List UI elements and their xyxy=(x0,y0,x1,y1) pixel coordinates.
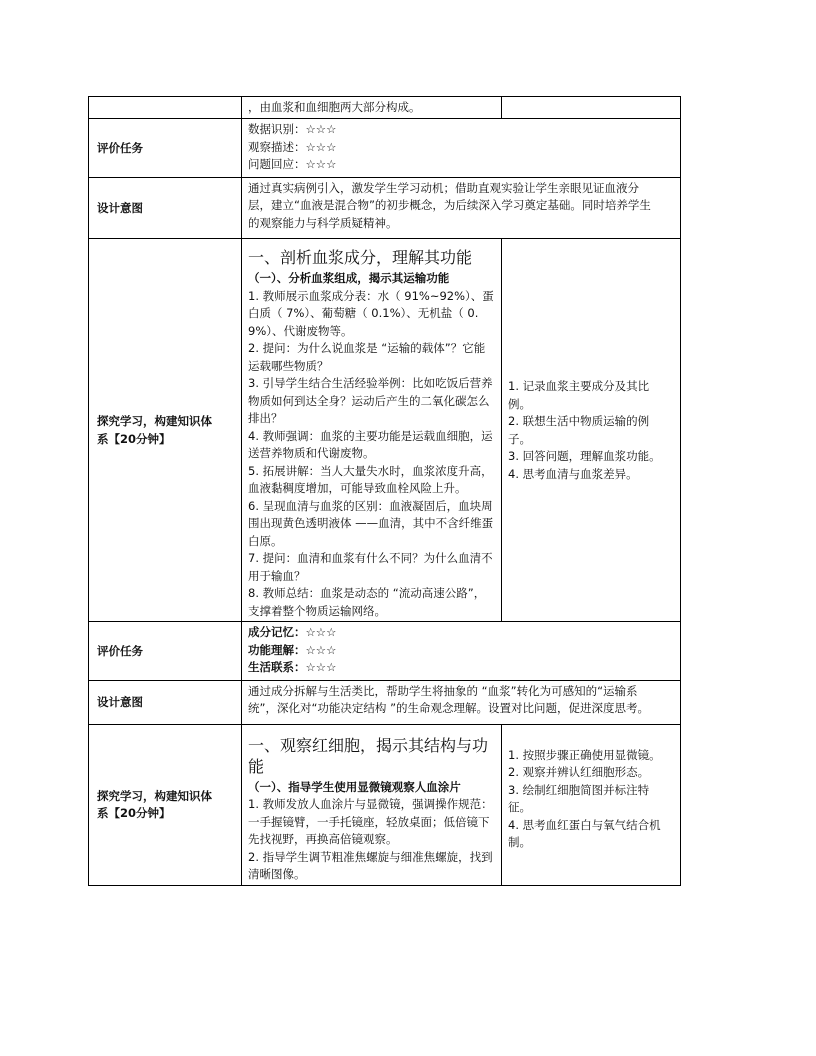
student-step: 2. 观察并辨认红细胞形态。 xyxy=(508,765,650,779)
row-label: 探究学习，构建知识体系【20分钟】 xyxy=(89,724,242,885)
evaluation-item: 功能理解：☆☆☆ xyxy=(248,642,337,657)
evaluation-item: 观察描述：☆☆☆ xyxy=(248,139,337,154)
student-step: 3. 回答问题，理解血浆功能。 xyxy=(508,449,661,463)
star-rating: ☆☆☆ xyxy=(305,157,337,171)
teacher-step: 3. 引导学生结合生活经验举例：比如吃饭后营养物质如何到达全身？运动后产生的二氧化碳怎么排出？ xyxy=(248,376,493,425)
student-cell-empty xyxy=(502,97,681,119)
teacher-step: 8. 教师总结：血浆是动态的 “流动高速公路”，支撑着整个物质运输网络。 xyxy=(248,586,486,618)
student-step: 4. 思考血清与血浆差异。 xyxy=(508,466,638,481)
evaluation-item: 数据识别：☆☆☆ xyxy=(248,122,337,136)
row-label: 探究学习，构建知识体系【20分钟】 xyxy=(89,239,242,622)
teacher-step: 2. 提问：为什么说血浆是 “运输的载体”？它能运载哪些物质？ xyxy=(248,341,486,373)
star-rating: ☆☆☆ xyxy=(305,642,337,657)
lesson-plan-table xyxy=(88,96,681,886)
teacher-activity-cell xyxy=(242,724,502,885)
evaluation-cell xyxy=(242,622,681,681)
table-row xyxy=(89,622,681,681)
table-row xyxy=(89,97,681,119)
teacher-step: 5. 拓展讲解：当人大量失水时，血浆浓度升高，血液黏稠度增加，可能导致血栓风险上升。 xyxy=(248,463,493,495)
student-activity-cell xyxy=(502,724,681,885)
content-cell xyxy=(242,97,502,119)
section-heading: 一、剖析血浆成分，理解其功能 xyxy=(248,248,473,267)
teacher-step: 1. 教师发放人血涂片与显微镜，强调操作规范：一手握镜臂，一手托镜座，轻放桌面；低倍镜下先找视野，再换高倍镜观察。 xyxy=(248,797,493,846)
evaluation-item: 问题回应：☆☆☆ xyxy=(248,157,337,171)
row-label: 评价任务 xyxy=(89,622,242,681)
subsection-heading: （一）、指导学生使用显微镜观察人血涂片 xyxy=(248,779,461,794)
student-activity-cell xyxy=(502,239,681,622)
table-row xyxy=(89,119,681,178)
evaluation-item: 成分记忆：☆☆☆ xyxy=(248,625,337,639)
design-intent-cell: 通过真实病例引入，激发学生学习动机；借助直观实验让学生亲眼见证血液分层，建立“血液是混合物”的初步概念，为后续深入学习奠定基础。同时培养学生的观察能力与科学质疑精神。 xyxy=(242,177,681,239)
student-step: 2. 联想生活中物质运输的例子。 xyxy=(508,414,650,446)
subsection-heading: （一）、分析血浆组成，揭示其运输功能 xyxy=(248,271,450,285)
star-rating: ☆☆☆ xyxy=(305,660,337,674)
teacher-step: 2. 指导学生调节粗准焦螺旋与细准焦螺旋，找到清晰图像。 xyxy=(248,849,493,881)
star-rating: ☆☆☆ xyxy=(305,625,337,639)
table-row xyxy=(89,680,681,724)
student-step: 1. 记录血浆主要成分及其比例。 xyxy=(508,379,650,411)
row-label: 设计意图 xyxy=(89,680,242,724)
row-label: 评价任务 xyxy=(89,119,242,178)
table-row xyxy=(89,177,681,239)
continuation-text: ，由血浆和血细胞两大部分构成。 xyxy=(248,100,421,114)
student-step: 3. 绘制红细胞简图并标注特征。 xyxy=(508,782,650,814)
teacher-step: 1. 教师展示血浆成分表：水（ 91%~92%）、蛋白质（ 7%）、葡萄糖（ 0.1%）、无机盐（ 0.9%）、代谢废物等。 xyxy=(248,288,494,338)
evaluation-cell xyxy=(242,119,681,178)
row-label: 设计意图 xyxy=(89,177,242,239)
teacher-step: 6. 呈现血清与血浆的区别：血液凝固后，血块周围出现黄色透明液体 ——血清，其中不含纤维蛋白原。 xyxy=(248,498,494,548)
teacher-step: 4. 教师强调：血浆的主要功能是运载血细胞，运送营养物质和代谢废物。 xyxy=(248,428,493,460)
teacher-activity-cell xyxy=(242,239,502,622)
evaluation-item: 生活联系：☆☆☆ xyxy=(248,660,337,674)
table-row xyxy=(89,239,681,622)
student-step: 1. 按照步骤正确使用显微镜。 xyxy=(508,747,661,762)
design-intent-cell: 通过成分拆解与生活类比，帮助学生将抽象的 “血浆”转化为可感知的“运输系统”，深化对“功能决定结构 ”的生命观念理解。设置对比问题，促进深度思考。 xyxy=(242,680,681,724)
teacher-step: 7. 提问：血清和血浆有什么不同？为什么血清不用于输血？ xyxy=(248,551,493,583)
label-cell-empty xyxy=(89,97,242,119)
student-step: 4. 思考血红蛋白与氧气结合机制。 xyxy=(508,817,661,849)
star-rating: ☆☆☆ xyxy=(305,122,337,136)
star-rating: ☆☆☆ xyxy=(305,139,337,154)
section-heading: 一、观察红细胞，揭示其结构与功能 xyxy=(248,735,489,776)
table-row xyxy=(89,724,681,885)
